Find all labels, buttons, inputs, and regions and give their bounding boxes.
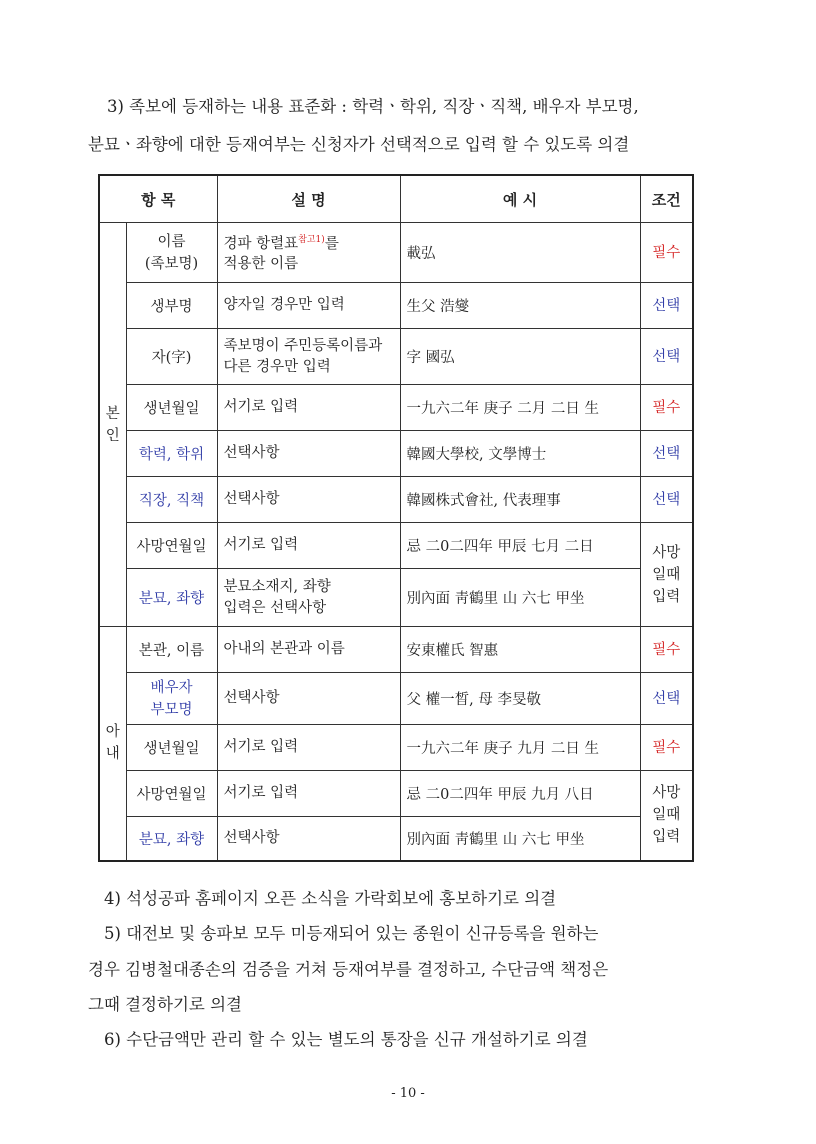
reference-note: 참고1) — [298, 234, 325, 245]
group-label-wife: 아 내 — [99, 627, 126, 861]
row-example: 生父 浩燮 — [400, 283, 640, 329]
row-example: 韓國大學校, 文學博士 — [400, 431, 640, 477]
page-number: - 10 - — [391, 1086, 425, 1101]
item-5-line-3: 그때 결정하기로 의결 — [88, 995, 242, 1014]
row-example: 忌 二0二四年 甲辰 七月 二日 — [400, 523, 640, 569]
row-desc: 선택사항 — [217, 673, 400, 725]
row-item: 본관, 이름 — [126, 627, 217, 673]
row-example: 別內面 靑鶴里 山 六七 甲坐 — [400, 569, 640, 627]
row-cond: 선택 — [640, 283, 693, 329]
row-cond: 필수 — [640, 725, 693, 771]
row-cond: 선택 — [640, 431, 693, 477]
row-cond-merged: 사망 일때 입력 — [640, 771, 693, 861]
item-4: 4) 석성공파 홈페이지 오픈 소식을 가락회보에 홍보하기로 의결 — [104, 889, 557, 908]
row-example: 韓國株式會社, 代表理事 — [400, 477, 640, 523]
row-desc: 서기로 입력 — [217, 725, 400, 771]
row-item: 자(字) — [126, 329, 217, 385]
row-cond-merged: 사망 일때 입력 — [640, 523, 693, 627]
row-item: 직장, 직책 — [126, 477, 217, 523]
row-example: 安東權氏 智惠 — [400, 627, 640, 673]
table-row — [99, 725, 693, 771]
row-item: 학력, 학위 — [126, 431, 217, 477]
intro-line-2: 분묘ㆍ좌향에 대한 등재여부는 신청자가 선택적으로 입력 할 수 있도록 의결 — [88, 135, 630, 154]
row-desc: 분묘소재지, 좌향 입력은 선택사항 — [217, 569, 400, 627]
row-item: 생부명 — [126, 283, 217, 329]
registration-standard-table — [98, 174, 694, 862]
row-desc: 족보명이 주민등록이름과 다른 경우만 입력 — [217, 329, 400, 385]
row-item: 분묘, 좌향 — [126, 569, 217, 627]
row-example: 一九六二年 庚子 二月 二日 生 — [400, 385, 640, 431]
header-desc: 설 명 — [217, 175, 400, 223]
row-item: 분묘, 좌향 — [126, 817, 217, 861]
row-desc: 경파 항렬표$^{참고1)}$를 적용한 이름 — [217, 223, 400, 283]
row-desc: 서기로 입력 — [217, 523, 400, 569]
row-example: 一九六二年 庚子 九月 二日 生 — [400, 725, 640, 771]
table-row — [99, 673, 693, 725]
row-example: 父 權一晳, 母 李旻敬 — [400, 673, 640, 725]
row-example: 字 國弘 — [400, 329, 640, 385]
row-desc: 아내의 본관과 이름 — [217, 627, 400, 673]
table-row — [99, 477, 693, 523]
item-5-line-2: 경우 김병철대종손의 검증을 거쳐 등재여부를 결정하고, 수단금액 책정은 — [88, 960, 609, 979]
row-cond: 선택 — [640, 477, 693, 523]
row-item: 사망연월일 — [126, 771, 217, 817]
row-item: 생년월일 — [126, 385, 217, 431]
row-example: 忌 二0二四年 甲辰 九月 八日 — [400, 771, 640, 817]
row-desc: 선택사항 — [217, 477, 400, 523]
row-desc: 서기로 입력 — [217, 771, 400, 817]
row-desc: 양자일 경우만 입력 — [217, 283, 400, 329]
table-row — [99, 223, 693, 283]
table-header-row — [99, 175, 693, 223]
header-cond: 조건 — [640, 175, 693, 223]
group-label-self: 본 인 — [99, 223, 126, 627]
row-desc: 선택사항 — [217, 817, 400, 861]
row-desc: 선택사항 — [217, 431, 400, 477]
header-item: 항 목 — [99, 175, 217, 223]
table-row — [99, 817, 693, 861]
row-example: 載弘 — [400, 223, 640, 283]
table-row — [99, 431, 693, 477]
row-item: 이름 (족보명) — [126, 223, 217, 283]
row-item: 배우자 부모명 — [126, 673, 217, 725]
row-cond: 필수 — [640, 223, 693, 283]
table-row — [99, 283, 693, 329]
item-5-line-1: 5) 대전보 및 송파보 모두 미등재되어 있는 종원이 신규등록을 원하는 — [104, 924, 599, 943]
row-desc: 서기로 입력 — [217, 385, 400, 431]
row-example: 別內面 靑鶴里 山 六七 甲坐 — [400, 817, 640, 861]
table-row — [99, 771, 693, 817]
table-row — [99, 523, 693, 569]
header-example: 예 시 — [400, 175, 640, 223]
row-cond: 선택 — [640, 673, 693, 725]
row-item: 생년월일 — [126, 725, 217, 771]
row-cond: 필수 — [640, 385, 693, 431]
table-row — [99, 385, 693, 431]
item-6: 6) 수단금액만 관리 할 수 있는 별도의 통장을 신규 개설하기로 의결 — [104, 1030, 588, 1049]
row-cond: 선택 — [640, 329, 693, 385]
table-row — [99, 329, 693, 385]
intro-line-1: 3) 족보에 등재하는 내용 표준화 : 학력ㆍ학위, 직장ㆍ직책, 배우자 부모명, — [107, 97, 639, 116]
row-item: 사망연월일 — [126, 523, 217, 569]
row-cond: 필수 — [640, 627, 693, 673]
table-row — [99, 569, 693, 627]
table-row — [99, 627, 693, 673]
